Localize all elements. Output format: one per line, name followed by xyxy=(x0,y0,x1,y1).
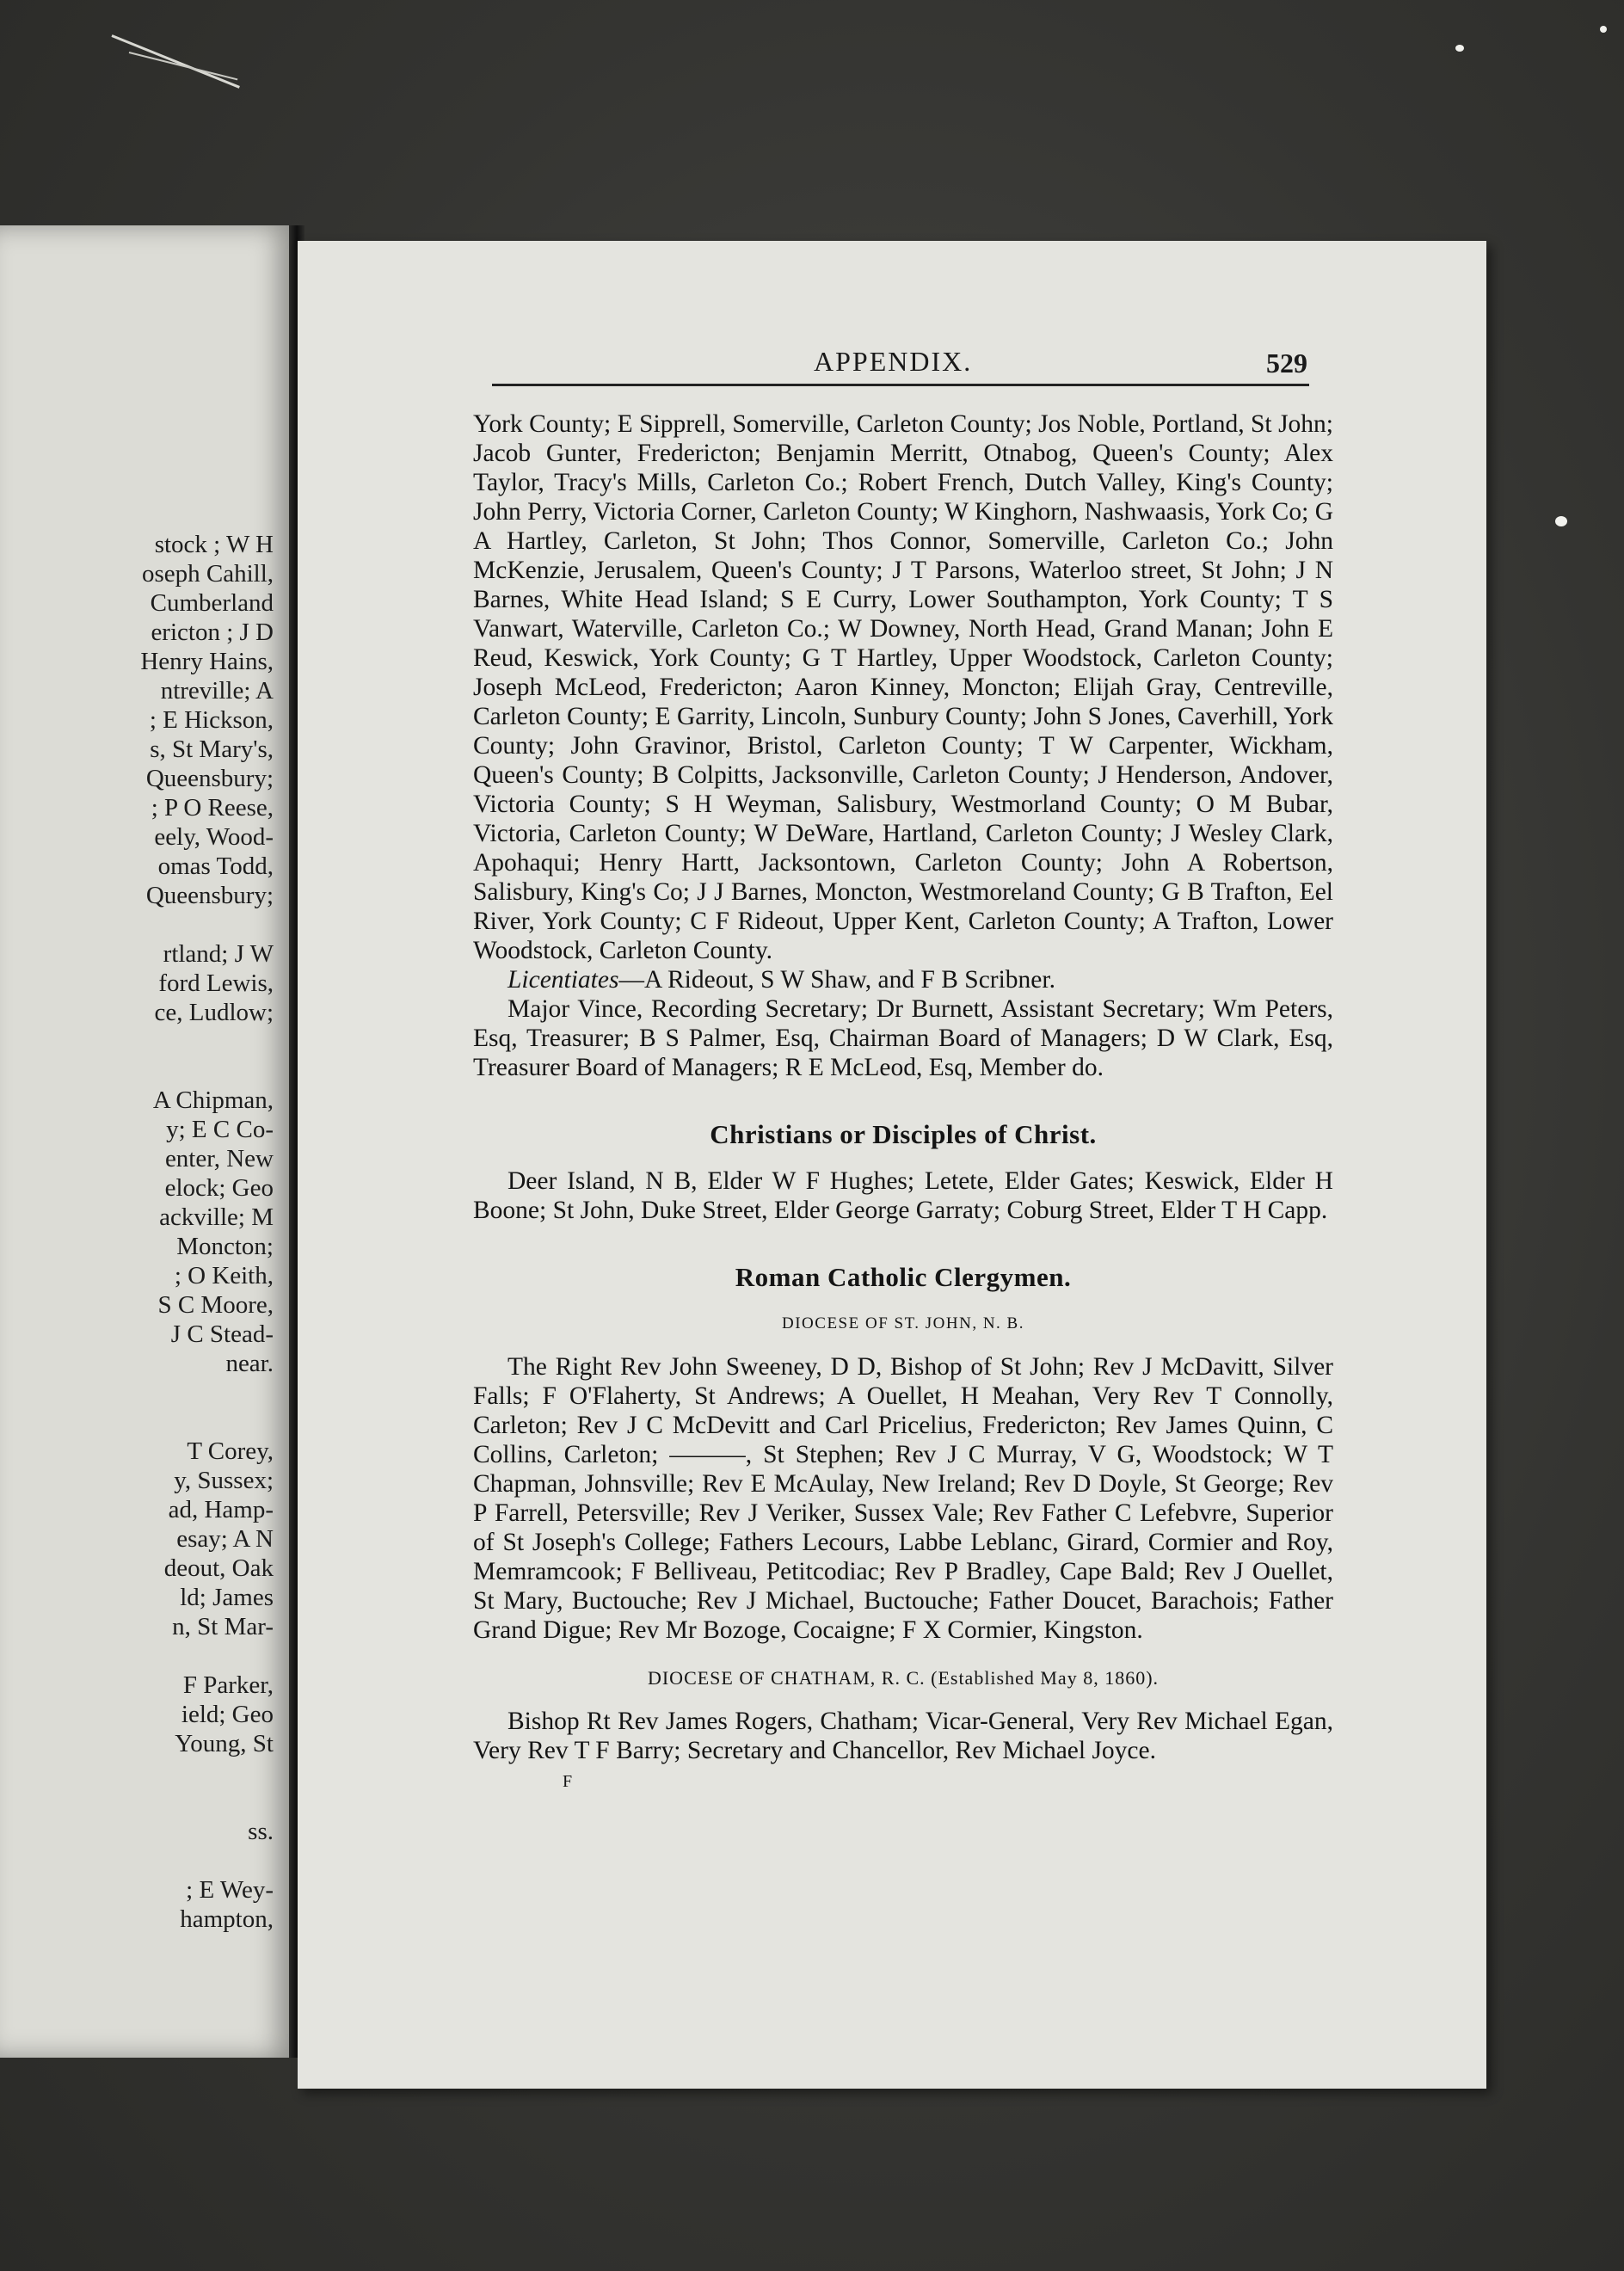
licentiates-paragraph xyxy=(473,965,1333,994)
left-page-line: T Corey, xyxy=(187,1437,274,1465)
left-page-line: ; E Hickson, xyxy=(149,706,274,734)
left-page-line: ce, Ludlow; xyxy=(154,999,274,1026)
left-page-line: F Parker, xyxy=(182,1671,274,1699)
line-gap xyxy=(0,910,274,939)
licentiates-label: Licentiates xyxy=(508,966,619,994)
line-gap xyxy=(0,1027,274,1056)
left-page-line: Queensbury; xyxy=(145,765,274,792)
diocese-stjohn-heading: DIOCESE OF ST. JOHN, N. B. xyxy=(782,1314,1024,1332)
page-number: 529 xyxy=(1266,348,1307,378)
left-page-line: ield; Geo xyxy=(181,1701,274,1728)
left-page-line: ad, Hamp- xyxy=(168,1496,274,1523)
disciples-heading: Christians or Disciples of Christ. xyxy=(710,1119,1097,1149)
left-page-line: y; E C Co- xyxy=(166,1116,274,1143)
left-page-line: rtland; J W xyxy=(163,940,274,968)
catholic-heading: Roman Catholic Clergymen. xyxy=(735,1262,1072,1292)
left-page-line: deout, Oak xyxy=(163,1554,274,1582)
line-gap xyxy=(0,1788,274,1817)
left-page-line: ld; James xyxy=(180,1584,274,1611)
line-gap xyxy=(0,1407,274,1437)
left-page-line: Moncton; xyxy=(176,1233,274,1260)
left-page-line: ntreville; A xyxy=(160,677,274,705)
left-page-line: n, St Mar- xyxy=(172,1613,274,1640)
left-page-line: eely, Wood- xyxy=(154,823,274,851)
dust-speck xyxy=(1455,45,1464,52)
left-page-line: Queensbury; xyxy=(145,882,274,909)
left-page-line: J C Stead- xyxy=(170,1320,274,1348)
left-page-line: ackville; M xyxy=(159,1203,274,1231)
left-page-line: near. xyxy=(225,1350,274,1377)
left-page-line: oseph Cahill, xyxy=(141,560,274,588)
chatham-clergy-paragraph: Bishop Rt Rev James Rogers, Chatham; Vicar-General, Very Rev Michael Egan, Very Rev T F Barry; Secretary and Chancellor, Rev Michael Joyce. xyxy=(473,1708,1333,1764)
left-page-line: Henry Hains, xyxy=(140,648,274,675)
dust-speck xyxy=(1555,516,1567,526)
dust-speck xyxy=(1600,26,1607,33)
licentiates-text: —A Rideout, S W Shaw, and F B Scribner. xyxy=(618,966,1055,994)
left-page-line: stock ; W H xyxy=(154,531,274,558)
left-page-line: ericton ; J D xyxy=(151,619,274,646)
left-page-line: elock; Geo xyxy=(164,1174,274,1202)
page-body xyxy=(473,409,1333,1796)
left-page-line: ford Lewis, xyxy=(158,969,274,997)
left-page-line: esay; A N xyxy=(176,1525,274,1553)
line-gap xyxy=(0,1056,274,1086)
left-page-line: enter, New xyxy=(164,1145,274,1172)
left-page-line: Young, St xyxy=(175,1730,274,1757)
left-page-line: ; P O Reese, xyxy=(151,794,274,822)
line-gap xyxy=(0,1846,274,1875)
officers-paragraph: Major Vince, Recording Secretary; Dr Burnett, Assistant Secretary; Wm Peters, Esq, Treasurer; B S Palmer, Esq, Chairman Board of Managers; D W Clark, Esq, Treasurer Board of Managers; R E McLeod, Esq, Member do. xyxy=(473,995,1333,1081)
left-page-line: A Chipman, xyxy=(152,1086,274,1114)
header-rule xyxy=(492,384,1309,386)
line-gap xyxy=(0,1641,274,1671)
left-page-fragment xyxy=(0,225,294,2058)
main-page xyxy=(298,241,1486,2089)
running-head-title: APPENDIX. xyxy=(814,346,973,377)
line-gap xyxy=(0,1758,274,1788)
left-page-line: omas Todd, xyxy=(157,852,274,880)
diocese-chatham-heading: DIOCESE OF CHATHAM, R. C. (Established May 8, 1860). xyxy=(647,1667,1160,1689)
left-page-line: hampton, xyxy=(180,1905,274,1933)
signature-mark: F xyxy=(563,1772,574,1791)
left-page-line: ; O Keith, xyxy=(174,1262,274,1289)
running-head xyxy=(298,346,1486,384)
left-page-line: Cumberland xyxy=(150,589,274,617)
line-gap xyxy=(0,1378,274,1407)
disciples-paragraph: Deer Island, N B, Elder W F Hughes; Letete, Elder Gates; Keswick, Elder H Boone; St John, Duke Street, Elder George Garraty; Coburg Street, Elder T H Capp. xyxy=(473,1167,1333,1224)
stjohn-clergy-paragraph: The Right Rev John Sweeney, D D, Bishop of St John; Rev J McDavitt, Silver Falls; F O'Flaherty, St Andrews; A Ouellet, H Meahan, Very Rev T Connolly, Carleton; Rev J C McDevitt and Carl Pricelius, Fredericton; Rev James Quinn, C Collins, Carleton; ———, St Stephen; Rev J C Murray, V G, Woodstock; W T Chapman, Johnsville; Rev E McAulay, New Ireland; Rev D Doyle, St George; Rev P Farrell, Petersville; Rev J Veriker, Sussex Vale; Rev Father C Lefebvre, Superior of St Joseph's College; Fathers Lecours, Labbe Leblanc, Girard, Cormier and Roy, Memramcook; F Belliveau, Petitcodiac; Rev P Bradley, Cape Bald; Rev J Ouellet, St Mary, Buctouche; Rev J Michael, Buctouche; Father Doucet, Barachois; Father Grand Digue; Rev Mr Bozoge, Cocaigne; F X Cormier, Kingston. xyxy=(473,1353,1333,1644)
left-page-text xyxy=(0,501,274,1934)
left-page-line: ss. xyxy=(248,1818,274,1845)
left-page-line: y, Sussex; xyxy=(174,1467,274,1494)
left-page-line: ; E Wey- xyxy=(186,1876,274,1904)
left-page-line: s, St Mary's, xyxy=(150,735,274,763)
left-page-line: S C Moore, xyxy=(157,1291,274,1319)
baptist-list-paragraph: York County; E Sipprell, Somerville, Carleton County; Jos Noble, Portland, St John; Jacob Gunter, Fredericton; Benjamin Merritt, Otnabog, Queen's County; Alex Taylor, Tracy's Mills, Carleton Co.; Robert French, Dutch Valley, King's County; John Perry, Victoria Corner, Carleton County; W Kinghorn, Nashwaasis, York Co; G A Hartley, Carleton, St John; Thos Connor, Somerville, Carleton Co.; John McKenzie, Jerusalem, Queen's County; J T Parsons, Waterloo street, St John; J N Barnes, White Head Island; S E Curry, Lower Southampton, York County; T S Vanwart, Waterville, Carleton Co.; W Downey, North Head, Grand Manan; John E Reud, Keswick, York County; G T Hartley, Upper Woodstock, Carleton County; Joseph McLeod, Fredericton; Aaron Kinney, Moncton; Elijah Gray, Centreville, Carleton County; E Garrity, Lincoln, Sunbury County; John S Jones, Caverhill, York County; John Gravinor, Bristol, Carleton County; T W Carpenter, Wickham, Queen's County; B Colpitts, Jacksonville, Carleton County; J Henderson, Andover, Victoria County; S H Weyman, Salisbury, Westmorland County; O M Bubar, Victoria, Carleton County; W DeWare, Hartland, Carleton County; J Wesley Clark, Apohaqui; Henry Hartt, Jacksontown, Carleton County; John A Robertson, Salisbury, King's Co; J J Barnes, Moncton, Westmoreland County; G B Trafton, Eel River, York County; C F Rideout, Upper Kent, Carleton County; A Trafton, Lower Woodstock, Carleton County. xyxy=(473,410,1333,964)
line-gap xyxy=(0,501,274,530)
